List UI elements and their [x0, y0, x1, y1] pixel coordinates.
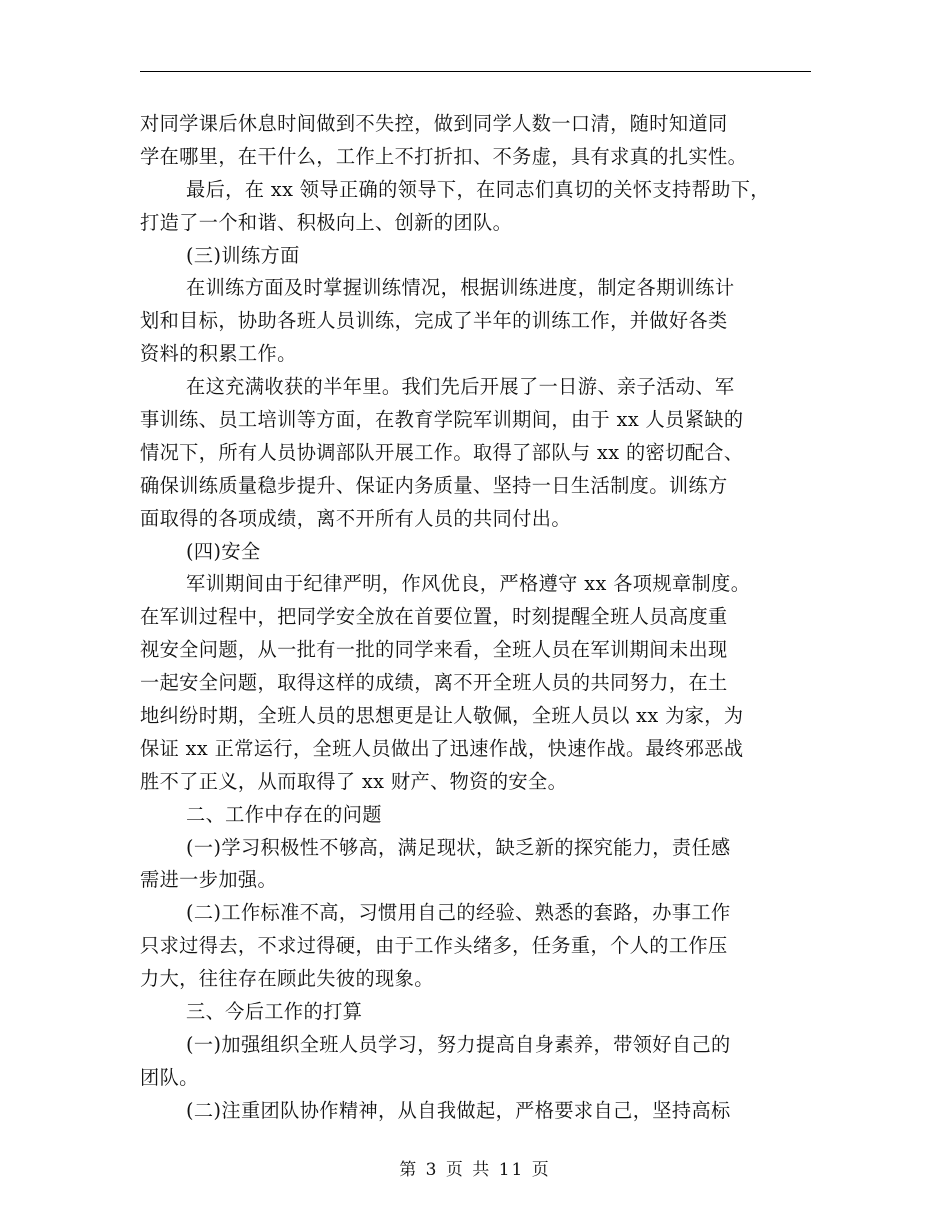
- text-line: 面取得的各项成绩，离不开所有人员的共同付出。: [140, 506, 571, 530]
- text-line: 在军训过程中，把同学安全放在首要位置，时刻提醒全班人员高度重: [140, 605, 728, 629]
- document-body: [140, 108, 820, 1128]
- text-line: 情况下，所有人员协调部队开展工作。取得了部队与 xx 的密切配合、: [140, 440, 744, 464]
- text-line: 确保训练质量稳步提升、保证内务质量、坚持一日生活制度。训练方: [140, 473, 728, 497]
- text-line: 学在哪里，在干什么，工作上不打折扣、不务虚，具有求真的扎实性。: [140, 144, 748, 168]
- text-line: 力大，往往存在顾此失彼的现象。: [140, 967, 434, 991]
- text-line: (三)训练方面: [186, 243, 300, 267]
- text-line: 最后，在 xx 领导正确的领导下，在同志们真切的关怀支持帮助下，: [186, 177, 770, 201]
- text-line: 三、今后工作的打算: [186, 1000, 363, 1024]
- text-line: (一)加强组织全班人员学习，努力提高自身素养，带领好自己的: [186, 1032, 731, 1056]
- text-line: 视安全问题，从一批有一批的同学来看，全班人员在军训期间未出现: [140, 638, 728, 662]
- page-number-footer: 第 3 页 共 11 页: [399, 1160, 551, 1180]
- text-line: 对同学课后休息时间做到不失控，做到同学人数一口清，随时知道同: [140, 112, 728, 135]
- text-line: 团队。: [140, 1065, 199, 1089]
- text-line: (二)工作标准不高，习惯用自己的经验、熟悉的套路，办事工作: [186, 901, 731, 925]
- header-rule: [140, 71, 811, 72]
- text-line: 在这充满收获的半年里。我们先后开展了一日游、亲子活动、军: [186, 375, 735, 399]
- text-line: 打造了一个和谐、积极向上、创新的团队。: [140, 210, 513, 234]
- text-line: 保证 xx 正常运行，全班人员做出了迅速作战，快速作战。最终邪恶战: [140, 736, 744, 760]
- text-line: 只求过得去，不求过得硬，由于工作头绪多，任务重，个人的工作压: [140, 934, 728, 958]
- text-line: 划和目标，协助各班人员训练，完成了半年的训练工作，并做好各类: [140, 309, 728, 333]
- text-line: (二)注重团队协作精神，从自我做起，严格要求自己，坚持高标: [186, 1098, 731, 1122]
- text-line: 二、工作中存在的问题: [186, 802, 382, 826]
- text-line: 在训练方面及时掌握训练情况，根据训练进度，制定各期训练计: [186, 276, 735, 300]
- text-line: 胜不了正义，从而取得了 xx 财产、物资的安全。: [140, 769, 568, 793]
- text-line: 地纠纷时期，全班人员的思想更是让人敬佩，全班人员以 xx 为家，为: [140, 704, 744, 728]
- text-line: 资料的积累工作。: [140, 342, 297, 366]
- text-line: (一)学习积极性不够高，满足现状，缺乏新的探究能力，责任感: [186, 835, 731, 859]
- text-line: 事训练、员工培训等方面，在教育学院军训期间，由于 xx 人员紧缺的: [140, 408, 744, 432]
- text-line: 军训期间由于纪律严明，作风优良，严格遵守 xx 各项规章制度。: [186, 572, 751, 596]
- text-line: 一起安全问题，取得这样的成绩，离不开全班人员的共同努力，在土: [140, 671, 728, 695]
- text-line: (四)安全: [186, 539, 261, 563]
- text-line: 需进一步加强。: [140, 868, 278, 892]
